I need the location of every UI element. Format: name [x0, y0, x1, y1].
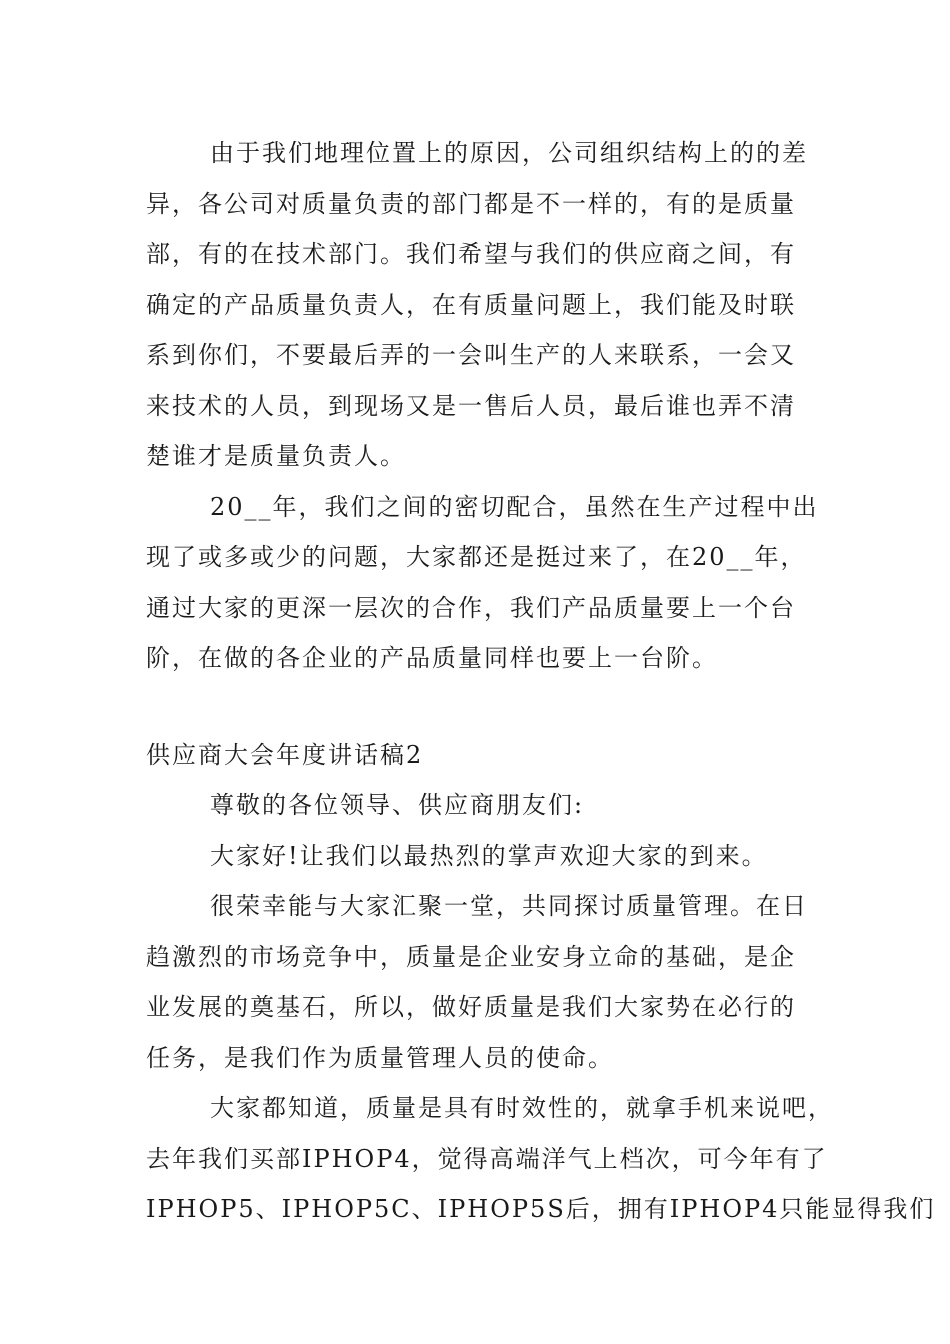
section-spacer — [146, 684, 808, 730]
text-line: 确定的产品质量负责人，在有质量问题上，我们能及时联 — [146, 290, 796, 319]
text-line: 业发展的奠基石，所以，做好质量是我们大家势在必行的 — [146, 993, 796, 1021]
text-line: 异，各公司对质量负责的部门都是不一样的，有的是质量 — [146, 189, 796, 218]
paragraph — [146, 780, 808, 831]
text-line: 大家都知道，质量是具有时效性的，就拿手机来说吧， — [210, 1094, 834, 1122]
paragraph — [146, 482, 819, 684]
text-line: 楚谁才是质量负责人。 — [146, 442, 406, 470]
text-line: 系到你们，不要最后弄的一会叫生产的人来联系，一会又 — [146, 341, 796, 369]
text-line: 现了或多或少的问题，大家都还是挺过来了，在20__年， — [146, 543, 807, 571]
paragraph — [146, 1083, 936, 1235]
text-line: 阶，在做的各企业的产品质量同样也要上一台阶。 — [146, 644, 718, 672]
text-line: 来技术的人员，到现场又是一售后人员，最后谁也弄不清 — [146, 391, 796, 420]
text-line: 很荣幸能与大家汇聚一堂，共同探讨质量管理。在日 — [210, 892, 808, 920]
text-line: 大家好!让我们以最热烈的掌声欢迎大家的到来。 — [210, 841, 768, 870]
paragraph — [146, 831, 808, 882]
section-title: 供应商大会年度讲话稿2 — [146, 740, 424, 769]
text-line: 去年我们买部IPHOP4，觉得高端洋气上档次，可今年有了 — [146, 1144, 828, 1173]
text-line: 任务，是我们作为质量管理人员的使命。 — [146, 1043, 614, 1072]
text-line: IPHOP5、IPHOP5C、IPHOP5S后，拥有IPHOP4只能显得我们 — [146, 1195, 936, 1223]
document-body — [146, 128, 936, 1235]
paragraph — [146, 881, 808, 1083]
text-line: 由于我们地理位置上的原因，公司组织结构上的的差 — [210, 139, 808, 167]
text-line: 趋激烈的市场竞争中，质量是企业安身立命的基础，是企 — [146, 942, 796, 971]
text-line: 部，有的在技术部门。我们希望与我们的供应商之间，有 — [146, 240, 796, 268]
paragraph — [146, 128, 808, 482]
text-line: 通过大家的更深一层次的合作，我们产品质量要上一个台 — [146, 593, 796, 622]
text-line: 20__年，我们之间的密切配合，虽然在生产过程中出 — [210, 492, 819, 521]
text-line: 尊敬的各位领导、供应商朋友们: — [210, 791, 585, 819]
